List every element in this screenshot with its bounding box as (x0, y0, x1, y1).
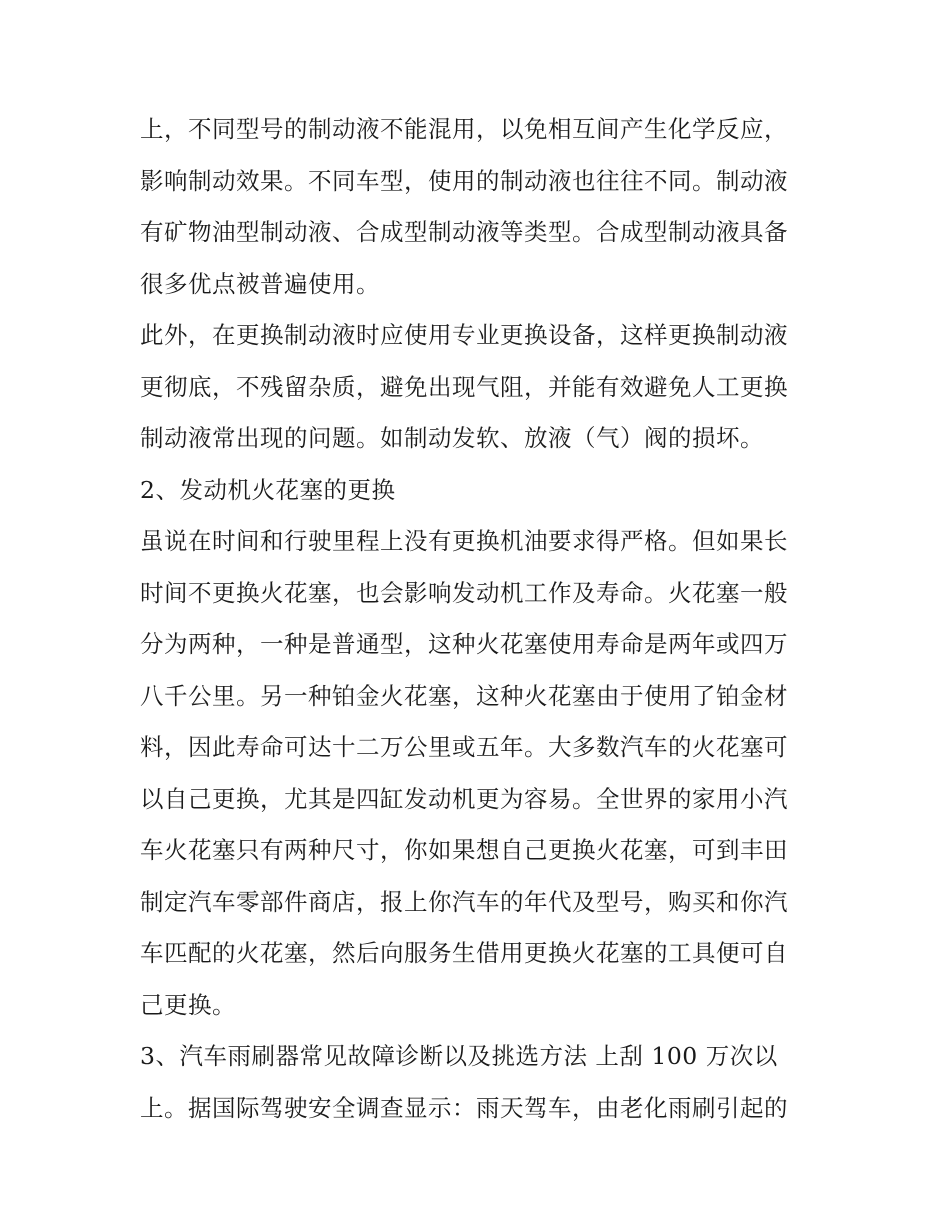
document-body (140, 104, 820, 1134)
text-line: 很多优点被普遍使用。 (140, 269, 380, 298)
section-heading: 2、发动机火花塞的更换 (140, 475, 396, 504)
text-line: 车匹配的火花塞，然后向服务生借用更换火花塞的工具便可自 (140, 939, 788, 967)
text-line: 料，因此寿命可达十二万公里或五年。大多数汽车的火花塞可 (140, 733, 788, 761)
text-line: 八千公里。另一种铂金火花塞，这种火花塞由于使用了铂金材 (140, 681, 788, 710)
text-line: 有矿物油型制动液、合成型制动液等类型。合成型制动液具备 (140, 218, 788, 246)
text-line: 制动液常出现的问题。如制动发软、放液（气）阀的损坏。 (140, 424, 764, 452)
text-line: 时间不更换火花塞，也会影响发动机工作及寿命。火花塞一般 (140, 578, 788, 607)
text-line: 此外，在更换制动液时应使用专业更换设备，这样更换制动液 (140, 321, 788, 349)
text-line: 影响制动效果。不同车型，使用的制动液也往往不同。制动液 (140, 166, 788, 195)
text-line: 上，不同型号的制动液不能混用，以免相互间产生化学反应， (140, 115, 788, 143)
text-line: 以自己更换，尤其是四缸发动机更为容易。全世界的家用小汽 (140, 784, 788, 813)
text-line: 上。据国际驾驶安全调查显示：雨天驾车，由老化雨刷引起的 (140, 1093, 788, 1122)
text-line: 制定汽车零部件商店，报上你汽车的年代及型号，购买和你汽 (140, 887, 788, 916)
text-line: 车火花塞只有两种尺寸，你如果想自己更换火花塞，可到丰田 (140, 836, 788, 864)
section-heading: 3、汽车雨刷器常见故障诊断以及挑选方法 上刮 100 万次以 (140, 1042, 778, 1070)
text-line: 更彻底，不残留杂质，避免出现气阻，并能有效避免人工更换 (140, 372, 788, 401)
text-line: 虽说在时间和行驶里程上没有更换机油要求得严格。但如果长 (140, 527, 788, 555)
text-line: 己更换。 (140, 990, 236, 1019)
text-line: 分为两种，一种是普通型，这种火花塞使用寿命是两年或四万 (140, 630, 788, 658)
